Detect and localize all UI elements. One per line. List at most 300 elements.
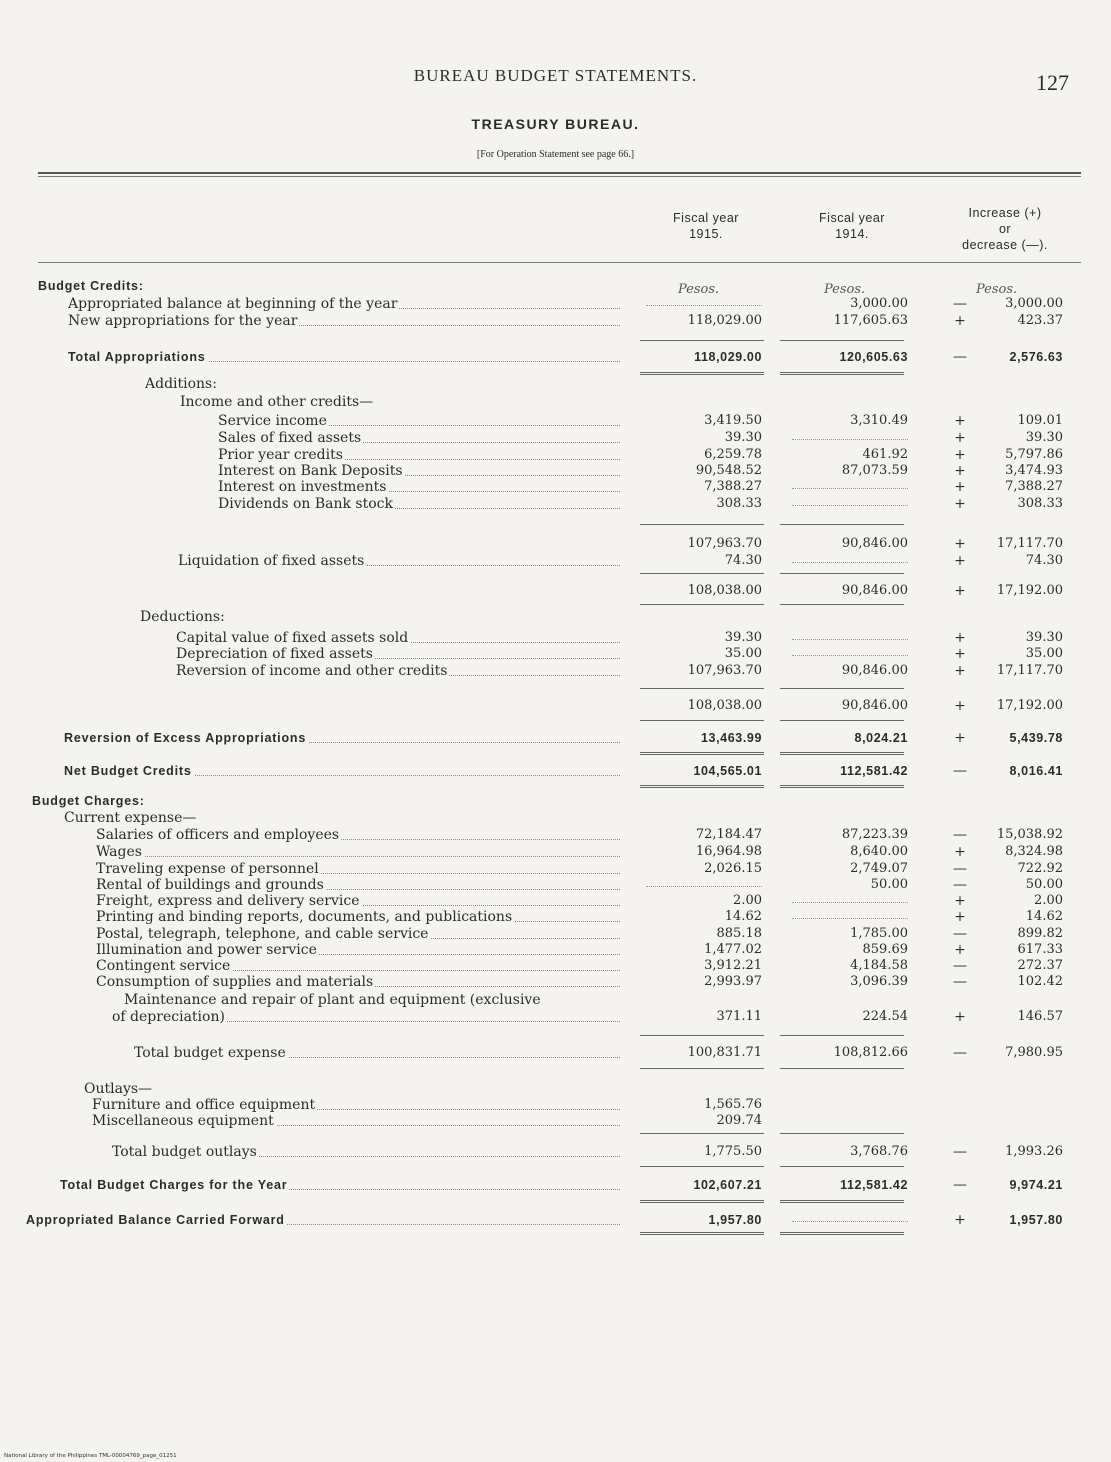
row-label [96,926,620,942]
table-row [0,376,1111,392]
scan-credit: National Library of the Philippines TML-00004769_page_01251 [4,1453,177,1459]
total-double-rule [640,372,764,375]
row-label-text: of depreciation) [112,1009,225,1025]
table-row [0,877,1111,893]
table-row [0,1045,1111,1061]
value-change: 7,388.27 [1005,479,1063,494]
row-label-text: Capital value of fixed assets sold [176,630,409,646]
change-sign: — [953,296,967,312]
row-label [68,313,620,329]
value-fy1915: 14.62 [724,909,762,924]
value-fy1914: 4,184.58 [850,958,908,973]
value-change: 2.00 [1034,893,1063,908]
row-label-text: Postal, telegraph, telephone, and cable service [96,926,429,942]
row-label-text: Net Budget Credits [64,764,192,778]
blank-leader [646,305,762,306]
column-header-change: Increase (+) or decrease (—). [962,206,1048,252]
subtotal-rule [780,1068,904,1069]
table-row [0,861,1111,877]
value-change: 39.30 [1025,430,1063,445]
row-label [32,793,640,809]
table-row [0,479,1111,495]
value-change: 7,980.95 [1005,1045,1063,1060]
value-fy1914: 224.54 [862,1009,908,1024]
table-row [0,974,1111,990]
row-label [176,646,620,662]
row-label [64,810,640,826]
total-double-rule [640,785,764,788]
column-header-fy1914: Fiscal year 1914. [819,211,885,241]
operation-statement-note: [For Operation Statement see page 66.] [476,149,635,160]
value-change: 3,000.00 [1005,296,1063,311]
table-row [0,992,1111,1008]
row-label [96,958,620,974]
value-fy1915: 90,548.52 [695,463,762,478]
table-row [0,430,1111,446]
value-change: 3,474.93 [1005,463,1063,478]
value-fy1914: 1,785.00 [850,926,908,941]
value-fy1914: 90,846.00 [841,663,908,678]
change-sign: — [953,1177,967,1193]
row-label-text: Dividends on Bank stock [218,496,393,512]
value-fy1914: 3,096.39 [850,974,908,989]
row-label-text: Budget Credits: [38,279,144,293]
value-change: 9,974.21 [1009,1178,1063,1192]
value-change: 50.00 [1025,877,1063,892]
value-change: 39.30 [1025,630,1063,645]
row-label-text: Contingent service [96,958,231,974]
leader-dots [96,856,620,857]
row-label-text: Traveling expense of personnel [96,861,319,877]
subtotal-rule [780,1133,904,1134]
subtotal-rule [780,573,904,574]
change-sign: — [953,974,967,990]
row-label [68,296,620,312]
table-row [0,909,1111,925]
value-change: 617.33 [1017,942,1063,957]
value-change: 74.30 [1025,553,1063,568]
value-fy1915: 107,963.70 [687,536,762,551]
table-row [0,296,1111,312]
subtotal-rule [780,720,904,721]
value-change: 272.37 [1017,958,1063,973]
row-label-text: Sales of fixed assets [218,430,362,446]
row-label-text: Reversion of income and other credits [176,663,448,679]
change-sign: + [954,909,966,925]
row-label-text: Service income [218,413,327,429]
value-change: 102.42 [1017,974,1063,989]
bureau-title: TREASURY BUREAU. [471,116,640,132]
table-row [0,827,1111,843]
value-fy1915: 1,477.02 [704,942,762,957]
table-row [0,926,1111,942]
table-row [0,553,1111,569]
total-double-rule [780,372,904,375]
subtotal-rule [780,688,904,689]
value-change: 5,439.78 [1009,731,1063,745]
table-row [0,394,1111,410]
blank-leader [792,562,908,563]
change-sign: + [954,430,966,446]
row-label [140,609,640,625]
change-sign: — [953,958,967,974]
value-change: 17,192.00 [996,698,1063,713]
value-fy1915: 108,038.00 [687,583,762,598]
change-sign: + [954,313,966,329]
change-sign: + [954,479,966,495]
value-fy1915: 371.11 [716,1009,762,1024]
value-fy1915: 16,964.98 [695,844,762,859]
subtotal-rule [780,604,904,605]
value-change: 899.82 [1017,926,1063,941]
row-label [176,630,620,646]
value-change: 109.01 [1017,413,1063,428]
change-sign: — [953,763,967,779]
value-fy1914: 461.92 [862,447,908,462]
row-label [96,844,620,860]
value-change: 1,957.80 [1009,1213,1063,1227]
value-fy1914: 2,749.07 [850,861,908,876]
row-label-text: Deductions: [140,609,225,625]
value-fy1914: 90,846.00 [841,583,908,598]
value-change: 1,993.26 [1005,1144,1063,1159]
blank-leader [792,902,908,903]
subtotal-rule [640,604,764,605]
value-fy1914: 3,310.49 [850,413,908,428]
value-fy1914: 112,581.42 [840,1178,908,1192]
value-fy1914: 50.00 [870,877,908,892]
change-sign: + [954,942,966,958]
value-fy1915: 72,184.47 [695,827,762,842]
row-label-text: Wages [96,844,142,860]
unit-label: Pesos. [678,282,720,297]
row-label [112,1144,620,1160]
row-label [96,893,620,909]
value-fy1914: 112,581.42 [840,764,908,778]
value-fy1915: 308.33 [716,496,762,511]
change-sign: + [954,630,966,646]
value-fy1914: 87,223.39 [841,827,908,842]
row-label [124,992,640,1008]
value-change: 5,797.86 [1005,447,1063,462]
row-label-text: Liquidation of fixed assets [178,553,365,569]
blank-leader [792,655,908,656]
change-sign: + [954,447,966,463]
total-double-rule [640,1232,764,1235]
change-sign: + [954,536,966,552]
table-row [0,1212,1111,1228]
value-fy1914: 87,073.59 [841,463,908,478]
table-row [0,646,1111,662]
value-fy1915: 107,963.70 [687,663,762,678]
header-rule [38,172,1081,174]
row-label-text: Miscellaneous equipment [92,1113,274,1129]
column-header-rule [38,262,1081,263]
table-row [0,1113,1111,1129]
table-row [0,349,1111,365]
row-label [64,763,620,779]
subtotal-rule [640,340,764,341]
value-fy1915: 13,463.99 [700,731,762,745]
table-row [0,763,1111,779]
change-sign: — [953,1045,967,1061]
subtotal-rule [640,1133,764,1134]
change-sign: + [954,413,966,429]
total-double-rule [640,752,764,755]
subtotal-rule [780,524,904,525]
value-change: 8,324.98 [1005,844,1063,859]
value-fy1915: 885.18 [716,926,762,941]
row-label-text: Income and other credits— [180,394,374,410]
value-change: 8,016.41 [1009,764,1063,778]
row-label [96,909,620,925]
table-row [0,583,1111,599]
blank-leader [792,505,908,506]
change-sign: + [954,663,966,679]
value-fy1915: 2,026.15 [704,861,762,876]
value-change: 15,038.92 [996,827,1063,842]
subtotal-rule [640,1166,764,1167]
change-sign: + [954,496,966,512]
table-row [0,1144,1111,1160]
row-label [218,413,620,429]
table-row [0,1177,1111,1193]
value-fy1915: 6,259.78 [704,447,762,462]
table-row [0,447,1111,463]
value-fy1915: 1,775.50 [704,1144,762,1159]
table-row [0,1097,1111,1113]
row-label-text: Reversion of Excess Appropriations [64,731,307,745]
table-row [0,942,1111,958]
value-fy1915: 39.30 [724,630,762,645]
value-fy1915: 118,029.00 [694,350,762,364]
table-row [0,730,1111,746]
change-sign: + [954,844,966,860]
row-label-text: Illumination and power service [96,942,317,958]
subtotal-rule [640,688,764,689]
table-row [0,413,1111,429]
table-row [0,536,1111,552]
value-fy1915: 74.30 [724,553,762,568]
value-change: 35.00 [1025,646,1063,661]
value-change: 146.57 [1017,1009,1063,1024]
change-sign: + [954,583,966,599]
table-row [0,496,1111,512]
row-label-text: Prior year credits [218,447,343,463]
value-fy1915: 1,957.80 [708,1213,762,1227]
row-label-text: Consumption of supplies and materials [96,974,374,990]
value-change: 17,192.00 [996,583,1063,598]
change-sign: + [954,1009,966,1025]
table-row [0,893,1111,909]
value-fy1914: 3,768.76 [850,1144,908,1159]
row-label [96,861,620,877]
page-number: 127 [1036,70,1069,95]
change-sign: — [953,861,967,877]
value-fy1915: 7,388.27 [704,479,762,494]
row-label [218,496,620,512]
unit-label: Pesos. [976,282,1018,297]
value-change: 17,117.70 [996,663,1063,678]
value-change: 423.37 [1017,313,1063,328]
table-row [0,1009,1111,1025]
row-label-text: New appropriations for the year [68,313,298,329]
row-label [96,974,620,990]
blank-leader [792,488,908,489]
blank-leader [792,639,908,640]
change-sign: + [954,698,966,714]
row-label [134,1045,620,1061]
value-fy1915: 108,038.00 [687,698,762,713]
row-label-text: Maintenance and repair of plant and equipment (exclusive [124,992,541,1008]
value-fy1914: 8,024.21 [854,731,908,745]
row-label [96,877,620,893]
value-fy1914: 117,605.63 [833,313,908,328]
value-change: 722.92 [1017,861,1063,876]
value-fy1914: 8,640.00 [850,844,908,859]
blank-leader [646,886,762,887]
total-double-rule [780,785,904,788]
table-row [0,698,1111,714]
total-double-rule [780,752,904,755]
row-label [26,1212,620,1228]
running-head: BUREAU BUDGET STATEMENTS. [413,66,698,85]
row-label [68,349,620,365]
table-row [0,793,1111,809]
row-label [96,827,620,843]
value-fy1914: 3,000.00 [850,296,908,311]
row-label [178,553,620,569]
blank-leader [792,439,908,440]
row-label-text: Furniture and office equipment [92,1097,316,1113]
table-row [0,630,1111,646]
row-label [180,394,640,410]
value-fy1915: 2,993.97 [704,974,762,989]
change-sign: + [954,553,966,569]
row-label-text: Total budget outlays [112,1144,257,1160]
value-fy1915: 104,565.01 [693,764,762,778]
change-sign: + [954,646,966,662]
row-label-text: Total Budget Charges for the Year [60,1178,288,1192]
value-fy1915: 35.00 [724,646,762,661]
subtotal-rule [780,1166,904,1167]
change-sign: — [953,349,967,365]
row-label-text: Outlays— [84,1081,153,1097]
value-fy1915: 2.00 [733,893,762,908]
value-fy1914: 90,846.00 [841,536,908,551]
column-header-fy1915: Fiscal year 1915. [673,211,739,241]
header-rule [38,176,1081,177]
row-label [218,463,620,479]
value-fy1915: 118,029.00 [687,313,762,328]
value-change: 17,117.70 [996,536,1063,551]
change-sign: — [953,877,967,893]
row-label [92,1113,620,1129]
row-label-text: Additions: [145,376,217,392]
subtotal-rule [640,524,764,525]
change-sign: — [953,1144,967,1160]
row-label [96,942,620,958]
change-sign: + [954,463,966,479]
value-fy1915: 1,565.76 [704,1097,762,1112]
row-label [84,1081,640,1097]
table-row [0,958,1111,974]
subtotal-rule [780,340,904,341]
table-row [0,810,1111,826]
value-fy1915: 209.74 [716,1113,762,1128]
row-label [92,1097,620,1113]
total-double-rule [780,1200,904,1203]
table-row [0,278,1111,294]
row-label [38,278,640,294]
subtotal-rule [640,1068,764,1069]
row-label [218,430,620,446]
row-label [218,479,620,495]
row-label-text: Appropriated balance at beginning of the year [68,296,398,312]
row-label [176,663,620,679]
value-change: 308.33 [1017,496,1063,511]
value-fy1915: 100,831.71 [687,1045,762,1060]
table-row [0,663,1111,679]
value-fy1915: 3,912.21 [704,958,762,973]
total-double-rule [640,1200,764,1203]
value-fy1915: 39.30 [724,430,762,445]
value-fy1914: 120,605.63 [839,350,908,364]
change-sign: + [954,893,966,909]
row-label-text: Total budget expense [134,1045,286,1061]
row-label-text: Appropriated Balance Carried Forward [26,1213,285,1227]
table-row [0,844,1111,860]
row-label-text: Depreciation of fixed assets [176,646,373,662]
row-label-text: Interest on investments [218,479,387,495]
row-label [112,1009,620,1025]
unit-label: Pesos. [824,282,866,297]
table-row [0,609,1111,625]
row-label [60,1177,620,1193]
row-label-text: Salaries of officers and employees [96,827,340,843]
value-fy1915: 3,419.50 [704,413,762,428]
change-sign: + [954,730,966,746]
row-label [64,730,620,746]
table-row [0,313,1111,329]
table-row [0,463,1111,479]
row-label [218,447,620,463]
subtotal-rule [780,1035,904,1036]
row-label-text: Current expense— [64,810,197,826]
subtotal-rule [640,573,764,574]
value-change: 14.62 [1025,909,1063,924]
row-label-text: Freight, express and delivery service [96,893,360,909]
row-label-text: Interest on Bank Deposits [218,463,403,479]
row-label-text: Budget Charges: [32,794,145,808]
change-sign: — [953,926,967,942]
row-label-text: Rental of buildings and grounds [96,877,324,893]
total-double-rule [780,1232,904,1235]
row-label-text: Total Appropriations [68,350,206,364]
value-fy1914: 90,846.00 [841,698,908,713]
table-row [0,1081,1111,1097]
subtotal-rule [640,1035,764,1036]
row-label [145,376,640,392]
blank-leader [792,1221,908,1222]
value-change: 2,576.63 [1009,350,1063,364]
change-sign: + [954,1212,966,1228]
row-label-text: Printing and binding reports, documents, and publications [96,909,513,925]
subtotal-rule [640,720,764,721]
blank-leader [792,918,908,919]
change-sign: — [953,827,967,843]
value-fy1914: 108,812.66 [833,1045,908,1060]
